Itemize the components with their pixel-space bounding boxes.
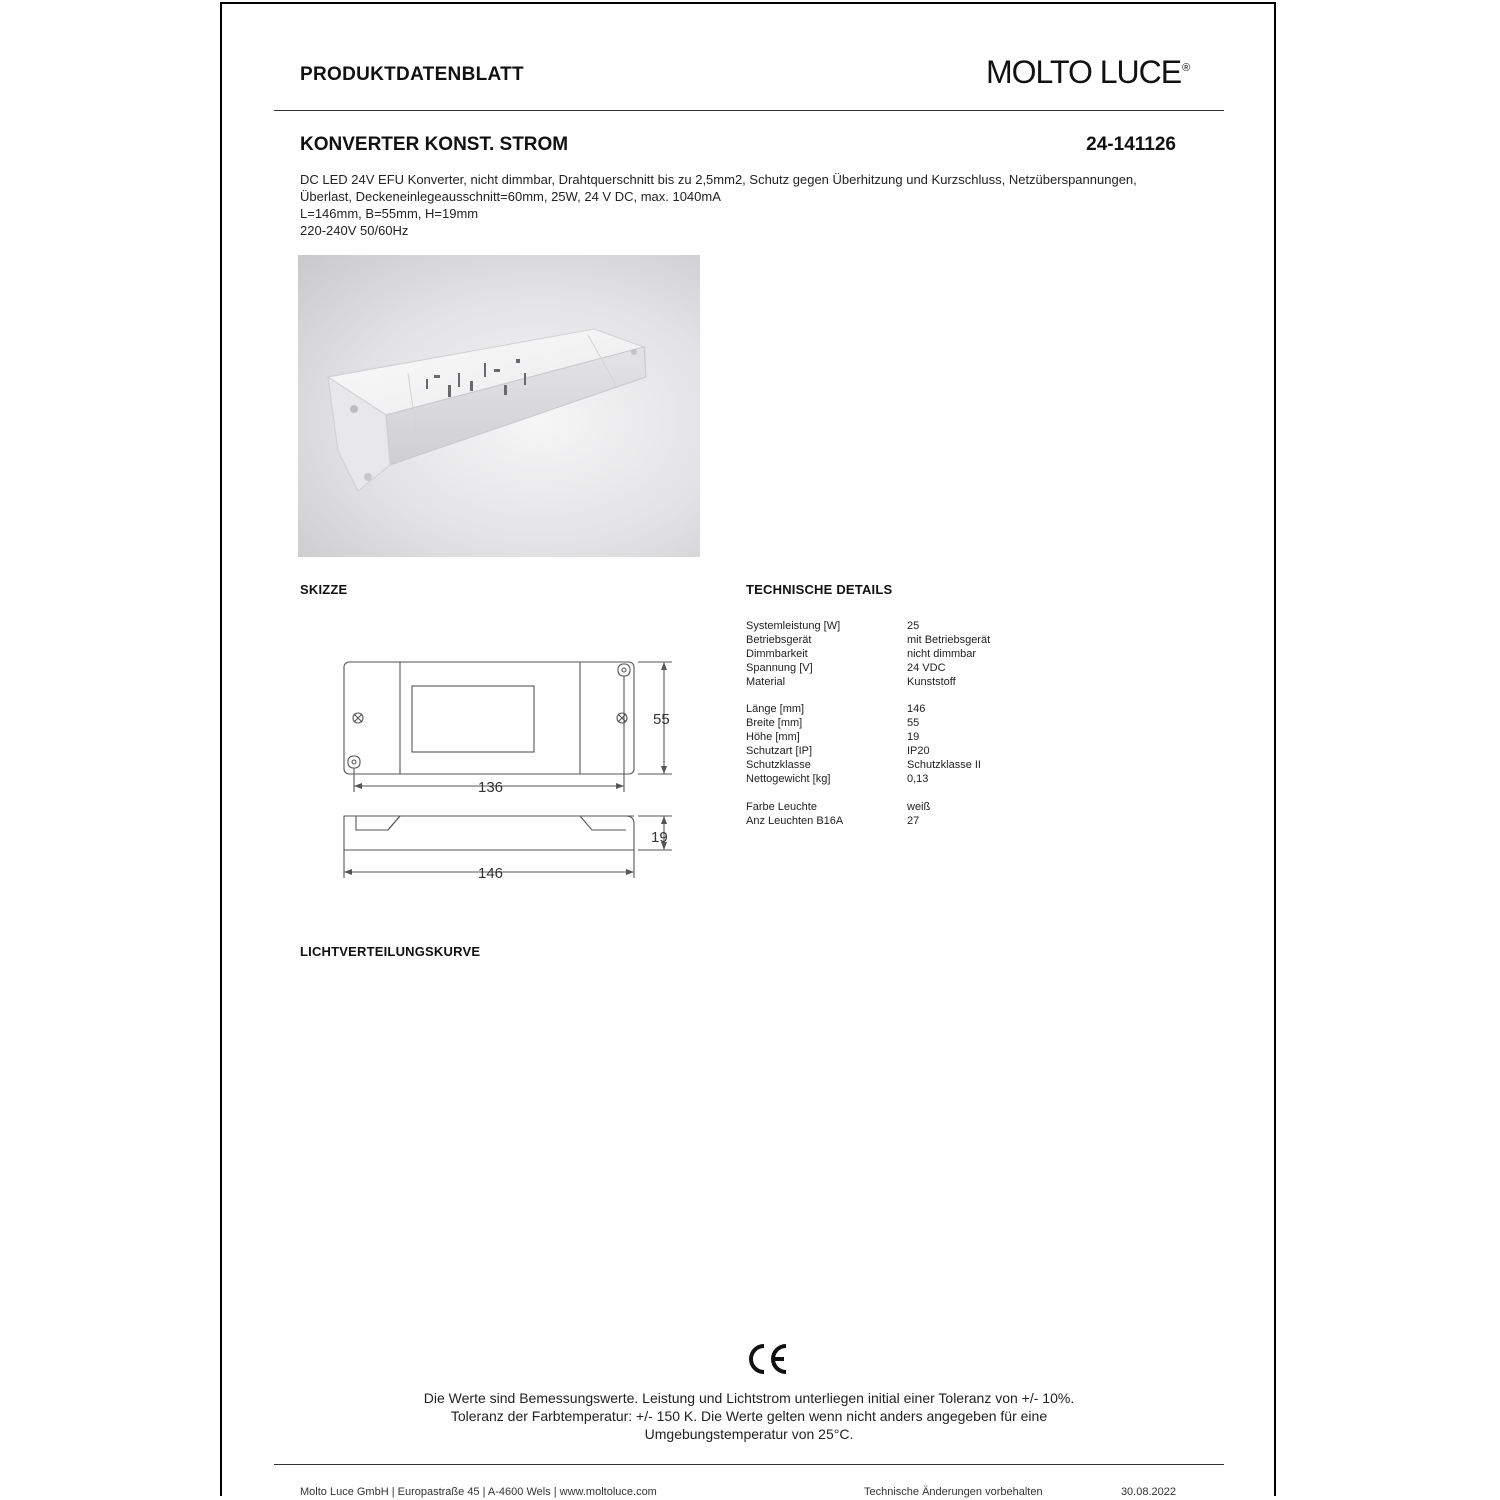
dimension-label-inner-length: 136 <box>478 779 504 796</box>
tech-label: Dimmbarkeit <box>746 647 808 660</box>
tech-value: 55 <box>907 717 920 730</box>
brand-logo-text: MOLTO LUCE <box>986 54 1182 90</box>
tech-label: Länge [mm] <box>746 703 805 716</box>
tech-value: Schutzklasse II <box>907 759 981 772</box>
converter-photo-illustration <box>298 255 700 557</box>
description-line: Überlast, Deckeneinlegeausschnitt=60mm, 25W, 24 V DC, max. 1040mA <box>300 189 721 204</box>
tech-row <box>746 759 990 773</box>
tech-label: Farbe Leuchte <box>746 800 817 813</box>
product-photo <box>298 255 700 557</box>
tech-label: Systemleistung [W] <box>746 620 841 632</box>
tech-row <box>746 815 990 829</box>
tech-label: Spannung [V] <box>746 661 813 674</box>
tech-label: Höhe [mm] <box>746 731 800 744</box>
document-title: PRODUKTDATENBLATT <box>300 64 524 85</box>
ce-mark-icon <box>744 1342 790 1376</box>
tech-label: Breite [mm] <box>746 717 803 730</box>
light-distribution-section-title: LICHTVERTEILUNGSKURVE <box>300 944 481 959</box>
sketch-section-title: SKIZZE <box>300 582 348 597</box>
tech-row <box>746 717 990 731</box>
disclaimer-text <box>274 1389 1224 1443</box>
disclaimer-line: Die Werte sind Bemessungswerte. Leistung und Lichtstrom unterliegen initial einer Toleranz von +/- 10%. <box>423 1390 1075 1406</box>
tech-row <box>746 662 990 676</box>
tech-value: mit Betriebsgerät <box>907 633 991 646</box>
dimension-drawing <box>332 644 712 894</box>
tech-row <box>746 620 990 634</box>
tech-label: Material <box>746 675 786 688</box>
tech-value: 146 <box>907 703 926 716</box>
tech-value: IP20 <box>907 745 930 758</box>
description-line: 220-240V 50/60Hz <box>300 223 409 238</box>
disclaimer-line: Umgebungstemperatur von 25°C. <box>644 1426 854 1442</box>
header-divider <box>274 110 1224 111</box>
dimension-label-width: 55 <box>653 711 670 728</box>
disclaimer-line: Toleranz der Farbtemperatur: +/- 150 K. Die Werte gelten wenn nicht anders angegeben für eine <box>450 1408 1048 1424</box>
tech-value: weiß <box>907 800 931 813</box>
tech-details-table <box>746 620 990 829</box>
product-name: KONVERTER KONST. STROM <box>300 134 569 155</box>
tech-row <box>746 634 990 648</box>
tech-value: 25 <box>907 620 920 632</box>
product-number: 24-141126 <box>1086 134 1176 155</box>
tech-label: Schutzart [IP] <box>746 745 813 758</box>
description-line: L=146mm, B=55mm, H=19mm <box>300 206 479 221</box>
tech-value: 27 <box>907 814 920 827</box>
tech-row <box>746 801 990 815</box>
brand-logo <box>986 54 1189 91</box>
footer-note: Technische Änderungen vorbehalten <box>864 1486 1043 1498</box>
product-description <box>300 171 1180 239</box>
tech-value: 24 VDC <box>907 661 946 674</box>
tech-row <box>746 773 990 787</box>
tech-value: 19 <box>907 731 920 744</box>
description-line: DC LED 24V EFU Konverter, nicht dimmbar, Drahtquerschnitt bis zu 2,5mm2, Schutz gegen Überhitzung und Kurzschluss, Netzüberspannungen, <box>300 172 1137 187</box>
dimension-label-length: 146 <box>478 865 504 882</box>
tech-label: Anz Leuchten B16A <box>746 814 844 827</box>
footer-company: Molto Luce GmbH | Europastraße 45 | A-4600 Wels | www.moltoluce.com <box>300 1486 657 1498</box>
footer-divider <box>274 1464 1224 1465</box>
footer-date: 30.08.2022 <box>1120 1486 1176 1498</box>
tech-row <box>746 648 990 662</box>
dimension-sketch <box>332 644 712 894</box>
tech-value: 0,13 <box>907 772 929 785</box>
dimension-label-height: 19 <box>651 829 668 846</box>
tech-group-gap <box>746 787 990 801</box>
registered-mark: ® <box>1182 62 1190 75</box>
tech-value: Kunststoff <box>907 675 956 688</box>
tech-row <box>746 745 990 759</box>
tech-row <box>746 731 990 745</box>
tech-row <box>746 676 990 690</box>
datasheet-page <box>220 2 1276 1496</box>
tech-label: Schutzklasse <box>746 759 811 772</box>
tech-group-gap <box>746 690 990 704</box>
tech-label: Nettogewicht [kg] <box>746 772 831 785</box>
tech-row <box>746 703 990 717</box>
tech-label: Betriebsgerät <box>746 633 812 646</box>
tech-section-title: TECHNISCHE DETAILS <box>746 582 893 597</box>
tech-value: nicht dimmbar <box>907 647 977 660</box>
